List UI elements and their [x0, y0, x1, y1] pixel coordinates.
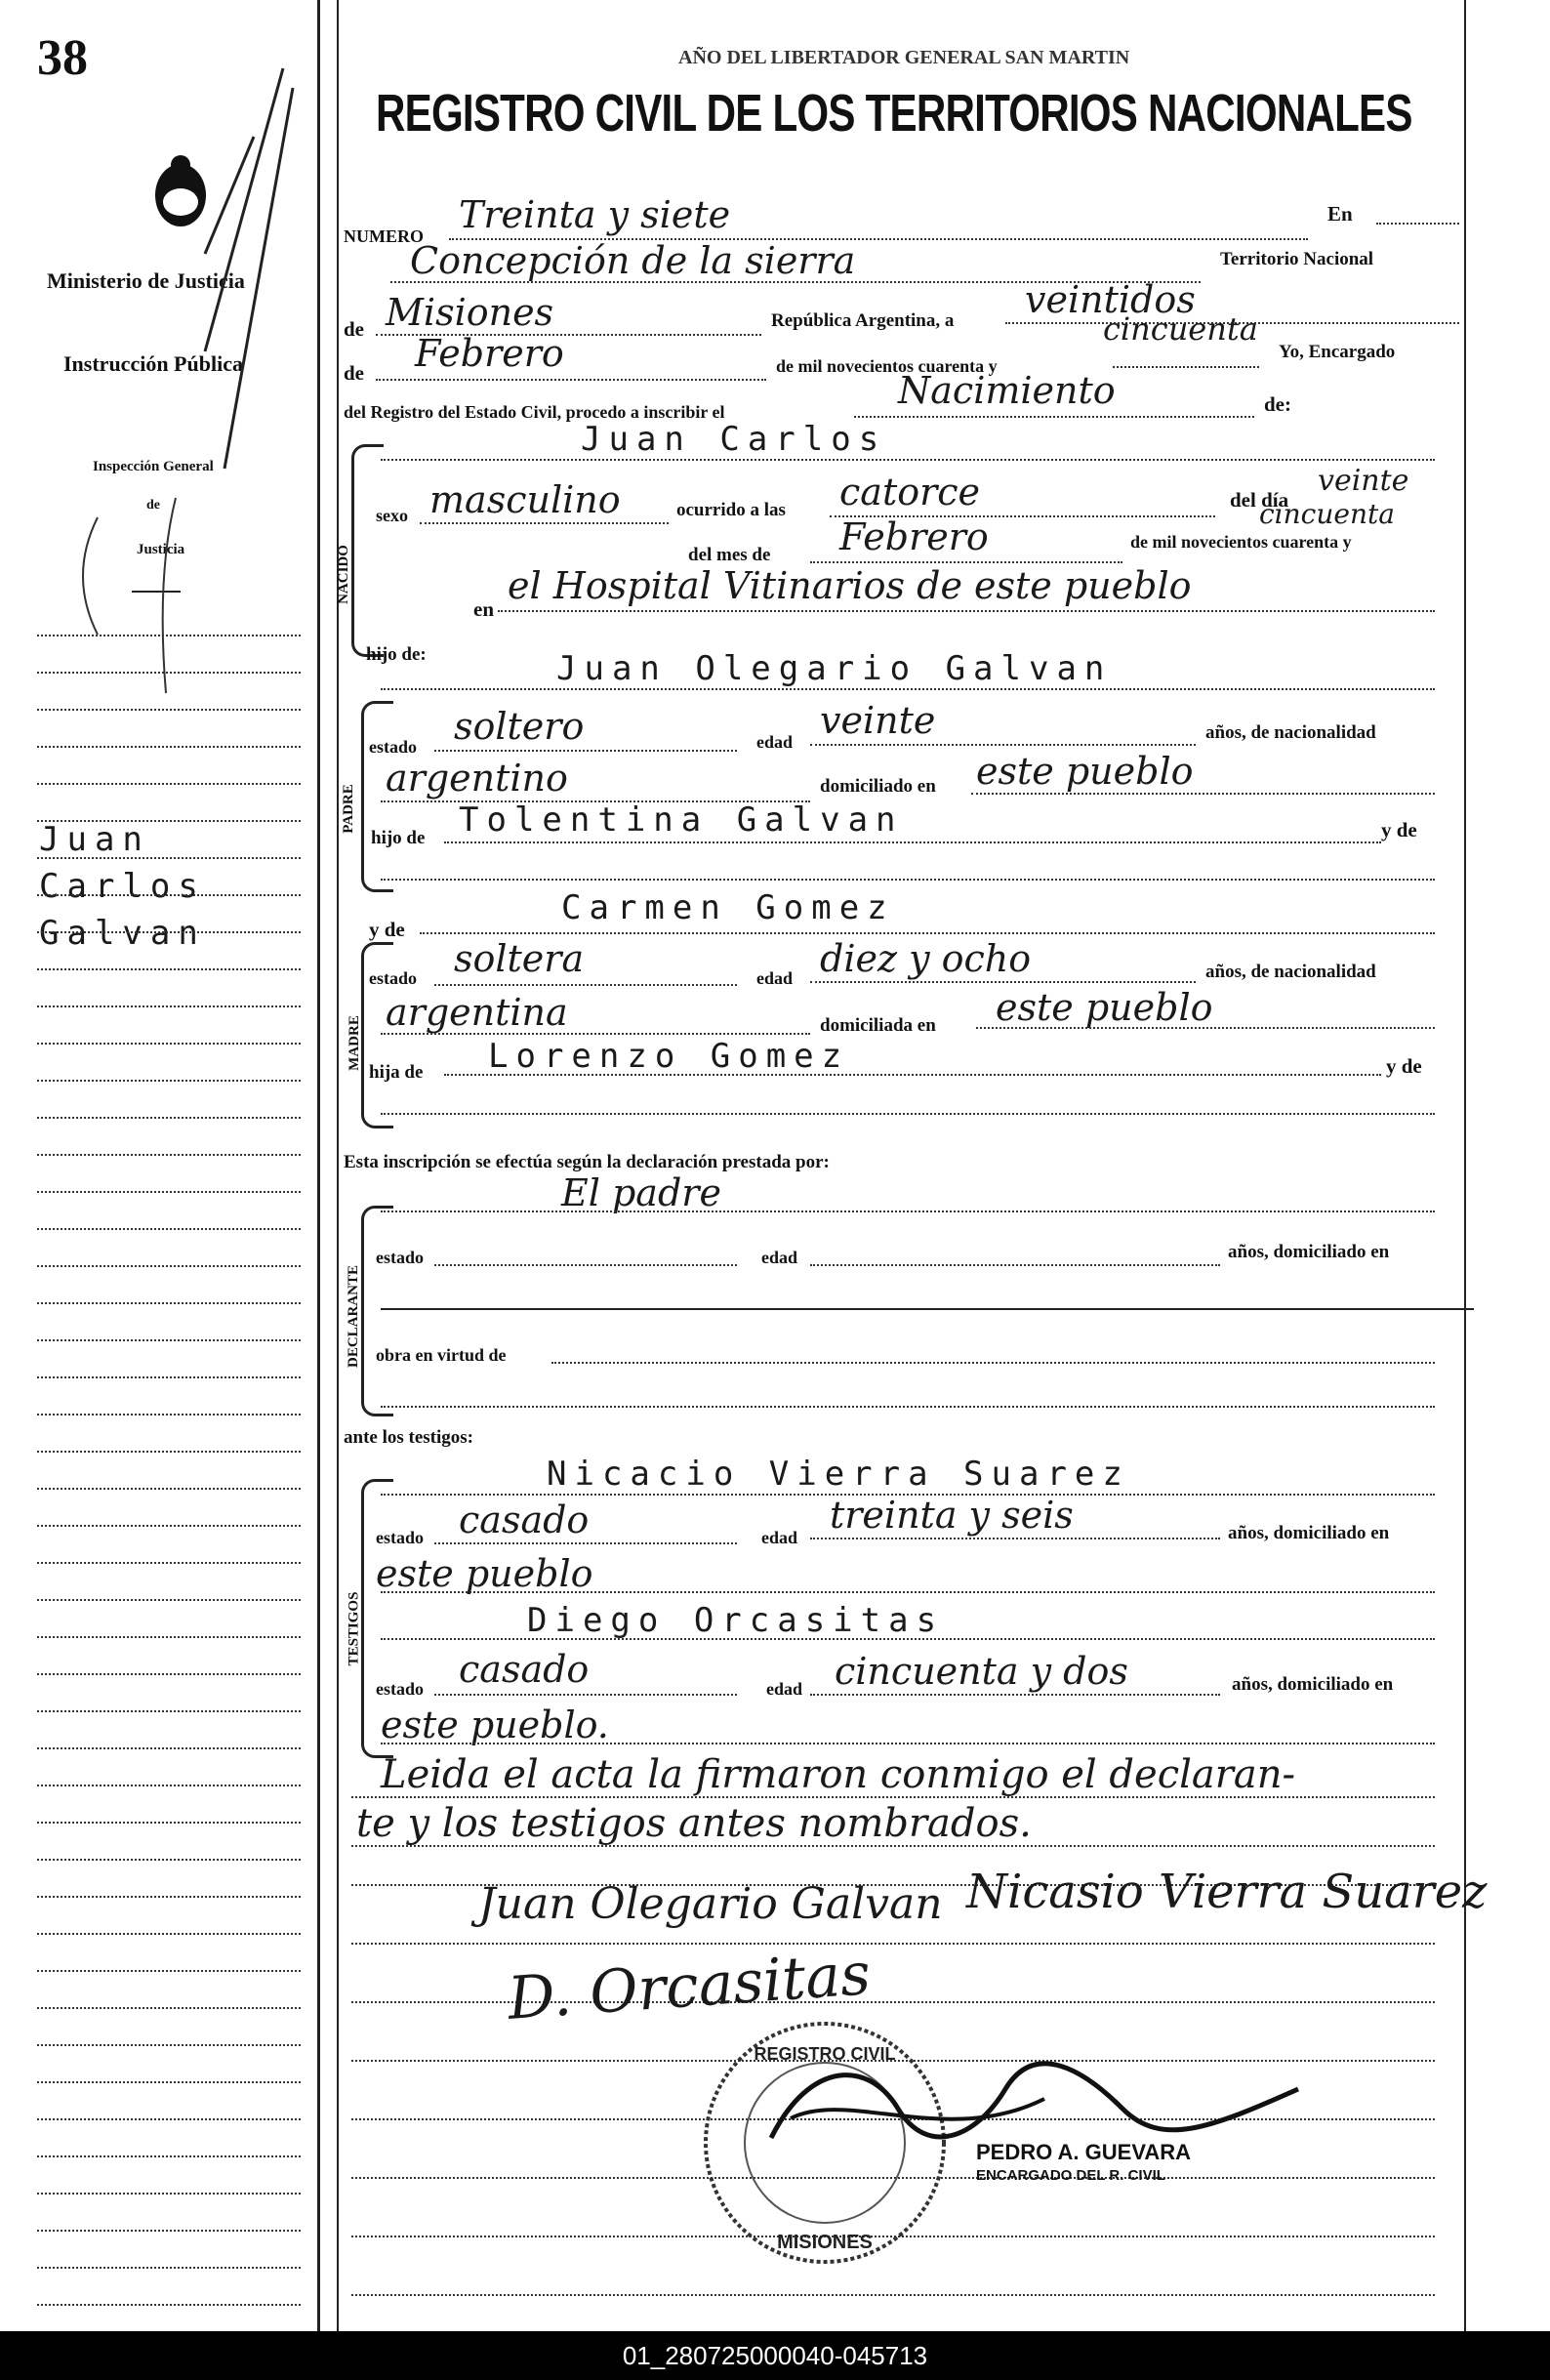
closing-line-2: te y los testigos antes nombrados.	[356, 1801, 1032, 1846]
del-mes-label: del mes de	[688, 545, 771, 565]
margin-line	[37, 1970, 301, 1972]
margin-line	[37, 1339, 301, 1341]
margin-divider	[317, 0, 320, 2331]
witness2-domicilio-value: este pueblo.	[381, 1703, 609, 1746]
margin-line	[37, 1859, 301, 1861]
margin-scribble	[59, 59, 303, 722]
margin-line	[37, 1191, 301, 1193]
mother-name: Carmen Gomez	[561, 888, 895, 927]
mother-nationality: argentina	[386, 991, 568, 1034]
father-nationality: argentino	[386, 757, 568, 800]
inspection-label: Inspección General	[93, 459, 214, 474]
margin-line	[37, 1376, 301, 1378]
form-right-border	[1464, 0, 1466, 2331]
father-parent-value: Tolentina Galvan	[459, 800, 904, 840]
hour-value: catorce	[839, 471, 981, 513]
padre-label: PADRE	[340, 784, 356, 834]
witness1-edad-label: edad	[761, 1528, 798, 1547]
margin-line	[37, 2081, 301, 2083]
testigos-section-label: TESTIGOS	[346, 1591, 362, 1666]
witness1-edad-value: treinta y seis	[830, 1494, 1074, 1537]
mother-hija-label: hija de	[369, 1062, 424, 1083]
province-value: Misiones	[386, 291, 554, 334]
margin-line	[37, 1525, 301, 1527]
closing-line-1: Leida el acta la firmaron conmigo el declaran-	[381, 1752, 1295, 1797]
mother-y-de-end: y de	[1386, 1054, 1422, 1078]
signature-father: Juan Olegario Galvan	[478, 1879, 943, 1929]
mother-edad-label: edad	[756, 968, 794, 988]
ocurrido-label: ocurrido a las	[676, 500, 786, 520]
declaration-label: Esta inscripción se efectúa según la declaración prestada por:	[344, 1152, 830, 1172]
witness2-edad-label: edad	[766, 1679, 803, 1699]
mother-estado-label: estado	[369, 968, 417, 988]
declarant-value: El padre	[561, 1171, 721, 1214]
witness1-name: Nicacio Vierra Suarez	[547, 1455, 1130, 1494]
inspection-justicia-label: Justicia	[137, 542, 185, 557]
margin-line	[37, 1154, 301, 1156]
margin-line	[37, 1080, 301, 1082]
margin-line	[37, 857, 301, 859]
father-domicilio-value: este pueblo	[976, 750, 1194, 793]
en-label: En	[1327, 202, 1353, 226]
testigos-label: ante los testigos:	[344, 1427, 473, 1448]
margin-line	[37, 2044, 301, 2046]
margin-line	[37, 894, 301, 896]
father-estado-value: soltero	[454, 705, 585, 748]
signature-witness1: Nicasio Vierra Suarez	[966, 1865, 1488, 1919]
margin-line	[37, 2267, 301, 2269]
page-title: REGISTRO CIVIL DE LOS TERRITORIOS NACIONALES	[376, 84, 1412, 143]
declarante-bracket	[361, 1206, 393, 1416]
margin-line	[37, 1562, 301, 1564]
declarant-edad-label: edad	[761, 1248, 798, 1267]
margin-line	[37, 1005, 301, 1007]
witness2-domicilio-label: años, domiciliado en	[1232, 1674, 1394, 1695]
mother-nac-label: años, de nacionalidad	[1205, 962, 1376, 982]
margin-line	[37, 2118, 301, 2120]
margin-line	[37, 1117, 301, 1119]
birth-place-value: el Hospital Vitinarios de este pueblo	[508, 564, 1192, 607]
margin-name-1: Juan	[39, 820, 150, 859]
day-value: veintidos	[1025, 278, 1196, 321]
witness1-estado-label: estado	[376, 1528, 424, 1547]
father-nac-label: años, de nacionalidad	[1205, 722, 1376, 743]
territorio-label: Territorio Nacional	[1220, 249, 1374, 269]
margin-line	[37, 1933, 301, 1935]
seal-text-bottom: MISIONES	[777, 2232, 873, 2253]
witness2-estado-label: estado	[376, 1679, 424, 1699]
margin-line	[37, 1599, 301, 1601]
father-edad-value: veinte	[820, 699, 936, 742]
mother-y-de-label: y de	[369, 918, 405, 941]
margin-line	[37, 1265, 301, 1267]
year-line: AÑO DEL LIBERTADOR GENERAL SAN MARTIN	[678, 47, 1130, 68]
margin-line	[37, 1896, 301, 1898]
year-value: cincuenta	[1103, 310, 1258, 348]
mother-edad-value: diez y ocho	[820, 937, 1032, 980]
margin-line	[37, 968, 301, 970]
witness2-estado-value: casado	[459, 1648, 590, 1691]
margin-name-3: Galvan	[39, 914, 206, 953]
instruction-label: Instrucción Pública	[63, 351, 243, 376]
image-id-footer: 01_280725000040-045713	[0, 2331, 1550, 2380]
margin-line	[37, 1822, 301, 1824]
signature-witness2: D. Orcasitas	[506, 1940, 874, 2033]
margin-line	[37, 1414, 301, 1416]
mother-domicilio-label: domiciliada en	[820, 1015, 936, 1036]
sexo-label: sexo	[376, 506, 408, 525]
en-lugar-label: en	[473, 597, 494, 621]
margin-line	[37, 2007, 301, 2009]
month-value: Febrero	[415, 332, 564, 375]
margin-line	[37, 1043, 301, 1045]
margin-line	[37, 2230, 301, 2232]
officer-name: PEDRO A. GUEVARA	[976, 2140, 1192, 2164]
ministry-label: Ministerio de Justicia	[47, 268, 245, 293]
birth-day-value: veinte	[1318, 464, 1409, 498]
obra-label: obra en virtud de	[376, 1345, 507, 1365]
father-hijo-label: hijo de	[371, 828, 426, 848]
father-y-de-label: y de	[1381, 818, 1417, 841]
numero-label: NUMERO	[344, 226, 424, 246]
hijo-de-label: hijo de:	[366, 644, 427, 665]
margin-line	[37, 931, 301, 933]
declarant-estado-label: estado	[376, 1248, 424, 1267]
father-name: Juan Olegario Galvan	[556, 649, 1113, 688]
mil-label: de mil novecientos cuarenta y	[1130, 532, 1352, 552]
inspection-de-label: de	[146, 498, 160, 513]
margin-line	[37, 1636, 301, 1638]
de-label: de	[344, 317, 364, 341]
margin-line	[37, 1785, 301, 1786]
margin-line	[37, 1228, 301, 1230]
page-number: 38	[37, 30, 88, 86]
form-left-border	[337, 0, 339, 2331]
mother-estado-value: soltera	[454, 937, 585, 980]
margin-line	[37, 2193, 301, 2195]
margin-line	[37, 1302, 301, 1304]
seal-text-top: REGISTRO CIVIL	[754, 2044, 896, 2064]
margin-line	[37, 635, 301, 636]
nacido-bracket	[351, 444, 384, 657]
margin-line	[37, 1673, 301, 1675]
witness1-domicilio-label: años, domiciliado en	[1228, 1523, 1390, 1543]
margin-line	[37, 2304, 301, 2306]
de-label-2: de	[344, 361, 364, 385]
father-edad-label: edad	[756, 732, 794, 752]
numero-value: Treinta y siete	[459, 193, 731, 236]
margin-name-2: Carlos	[39, 867, 206, 906]
officer-title: ENCARGADO DEL R. CIVIL	[976, 2167, 1165, 2184]
margin-line	[37, 1747, 301, 1749]
birth-month-value: Febrero	[839, 515, 989, 558]
mother-parent-value: Lorenzo Gomez	[488, 1037, 850, 1076]
declarant-domicilio-label: años, domiciliado en	[1228, 1242, 1390, 1262]
declarante-label: DECLARANTE	[346, 1264, 362, 1369]
margin-line	[37, 820, 301, 822]
margin-line	[37, 709, 301, 711]
republica-label: República Argentina, a	[771, 310, 955, 331]
act-type-value: Nacimiento	[898, 369, 1116, 412]
de-colon-label: de:	[1264, 392, 1291, 416]
nacido-label: NACIDO	[335, 545, 351, 604]
mother-domicilio-value: este pueblo	[996, 986, 1213, 1029]
yo-label: Yo, Encargado	[1279, 342, 1396, 362]
father-domicilio-label: domiciliado en	[820, 776, 936, 797]
person-name: Juan Carlos	[581, 420, 887, 459]
del-dia-label: del día	[1230, 488, 1289, 512]
place-value: Concepción de la sierra	[410, 239, 856, 282]
registro-label: del Registro del Estado Civil, procedo a inscribir el	[344, 402, 725, 422]
margin-line	[37, 1451, 301, 1453]
witness1-estado-value: casado	[459, 1498, 590, 1541]
witness2-name: Diego Orcasitas	[527, 1601, 945, 1640]
sexo-value: masculino	[429, 478, 621, 521]
birth-year-value: cincuenta	[1259, 498, 1395, 530]
madre-label: MADRE	[346, 1015, 362, 1071]
year-label: de mil novecientos cuarenta y	[776, 356, 998, 376]
witness1-domicilio-value: este pueblo	[376, 1552, 593, 1595]
margin-line	[37, 672, 301, 674]
margin-line	[37, 1488, 301, 1490]
margin-line	[37, 746, 301, 748]
margin-line	[37, 2155, 301, 2157]
father-estado-label: estado	[369, 737, 417, 757]
margin-line	[37, 1710, 301, 1712]
margin-line	[37, 783, 301, 785]
witness2-edad-value: cincuenta y dos	[835, 1650, 1128, 1693]
